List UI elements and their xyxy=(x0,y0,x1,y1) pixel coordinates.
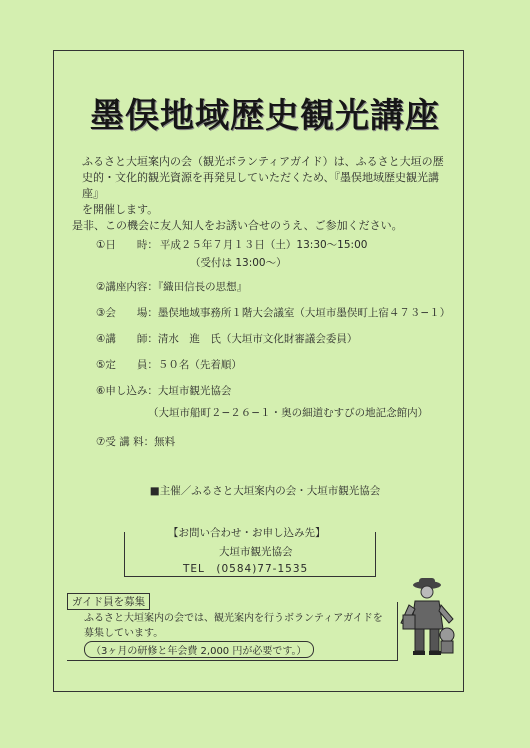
detail-fee xyxy=(96,434,175,449)
detail-value: 『織田信長の思想』 xyxy=(157,281,248,293)
contact-box xyxy=(124,527,376,577)
detail-value: ５０名（先着順） xyxy=(157,359,242,371)
guide-heading: ガイド員を募集 xyxy=(67,593,150,610)
detail-value: 無料 xyxy=(154,436,176,448)
detail-datetime xyxy=(96,237,367,252)
intro-line: 史的・文化的観光資源を再発見していただくため、『墨俣地域歴史観光講座』 xyxy=(82,171,440,200)
guide-text xyxy=(84,611,383,641)
contact-org: 大垣市観光協会 xyxy=(219,546,293,558)
detail-label: ①日 時： xyxy=(96,239,158,251)
contact-tel: TEL (0584)77-1535 xyxy=(183,563,309,575)
detail-value: 清水 進 氏（大垣市文化財審議会委員） xyxy=(157,333,358,345)
detail-label: ⑥申し込み： xyxy=(96,385,158,397)
guide-line: 募集しています。 xyxy=(84,628,164,639)
guide-note: （3ヶ月の研修と年会費 2,000 円が必要です。） xyxy=(84,641,314,658)
detail-label: ④講 師： xyxy=(96,333,158,345)
detail-value: 墨俣地域事務所１階大会議室（大垣市墨俣町上宿４７３−１） xyxy=(157,307,451,319)
detail-venue xyxy=(96,305,450,320)
detail-label: ⑦受 講 料： xyxy=(96,436,155,448)
detail-label: ②講座内容： xyxy=(96,281,158,293)
intro-line: ふるさと大垣案内の会（観光ボランティアガイド）は、ふるさと大垣の歴 xyxy=(82,155,444,168)
guide-figure-illustration xyxy=(397,575,459,657)
sponsor-line: ■主催／ふるさと大垣案内の会・大垣市観光協会 xyxy=(149,485,381,497)
detail-label: ③会 場： xyxy=(96,307,158,319)
detail-value: 大垣市観光協会 xyxy=(157,385,232,397)
detail-apply-address: （大垣市船町２−２６−１・奥の細道むすびの地記念館内） xyxy=(148,407,429,419)
guide-line: ふるさと大垣案内の会では、観光案内を行うボランティアガイドを xyxy=(84,613,383,624)
intro-paragraph xyxy=(72,154,452,234)
detail-apply xyxy=(96,383,231,398)
intro-line: を開催します。 xyxy=(82,203,159,216)
detail-reception: （受付は 13:00〜） xyxy=(190,257,287,269)
intro-line: 是非、この機会に友人知人をお誘い合せのうえ、ご参加ください。 xyxy=(72,219,403,232)
detail-value: 平成２５年７月１３日（土）13:30〜15:00 xyxy=(159,239,368,251)
detail-label: ⑤定 員： xyxy=(96,359,158,371)
page-title: 墨俣地域歴史観光講座 xyxy=(90,96,440,136)
contact-heading: 【お問い合わせ・お申し込み先】 xyxy=(165,525,329,540)
detail-lecturer xyxy=(96,331,357,346)
detail-content xyxy=(96,279,247,294)
detail-capacity xyxy=(96,357,242,372)
